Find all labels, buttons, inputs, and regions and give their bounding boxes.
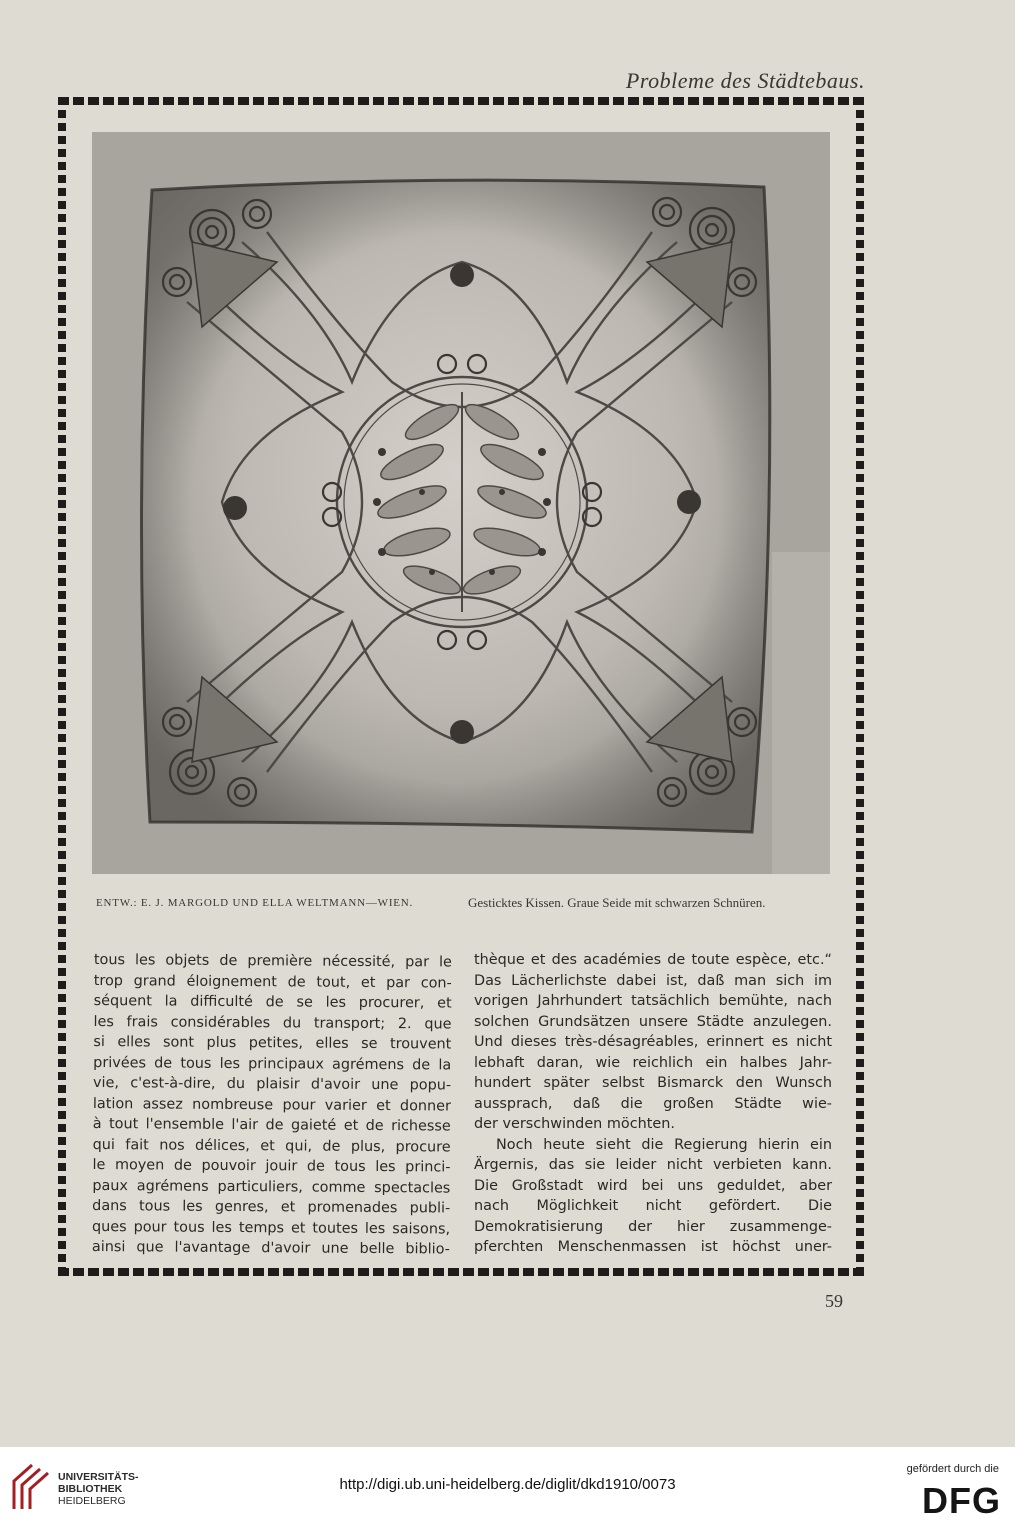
funded-by-label: gefördert durch die [906, 1463, 999, 1475]
text-line: Das Lächerlichste dabei ist, daß man sich im [474, 972, 832, 989]
ornamental-border-right [856, 97, 864, 1276]
text-line: Demokratisierung der hier zusammenge- [474, 1218, 832, 1235]
text-line: dans tous les genres, et promenades publi- [92, 1197, 451, 1217]
text-line: aussprach, daß die großen Städte wie- [474, 1095, 832, 1112]
library-name-line: BIBLIOTHEK [58, 1483, 123, 1495]
permalink-url[interactable]: http://digi.ub.uni-heidelberg.de/diglit/dkd1910/0073 [339, 1476, 676, 1493]
ornamental-border-top [58, 97, 864, 105]
text-line: le moyen de pouvoir jouir de tous les princi- [92, 1156, 451, 1176]
text-line: trop grand éloignement de tout, et par con- [93, 972, 452, 991]
text-line: ques pour tous les temps et toutes les saisons, [92, 1218, 451, 1237]
text-line: tous les objets de première nécessité, par le [93, 951, 452, 971]
text-line: solchen Grundsätzen unsere Städte anzulegen. [474, 1013, 832, 1030]
running-title: Probleme des Städtebaus. [625, 68, 865, 93]
text-line: si elles sont plus petites, elles se trouvent [93, 1033, 452, 1053]
text-line: Die Großstadt wird bei uns geduldet, aber [474, 1177, 832, 1194]
text-line: vie, c'est-à-dire, du plaisir d'avoir une popu- [93, 1074, 452, 1094]
text-line: Noch heute sieht die Regierung hierin ein [496, 1136, 832, 1153]
page-number: 59 [825, 1291, 843, 1311]
text-line: séquent la difficulté de se les procurer, et [93, 992, 452, 1012]
embroidered-cushion-photo [92, 132, 830, 874]
text-line: privées de tous les principaux agrémens de la [93, 1054, 452, 1073]
dfg-logo: DFG [922, 1480, 1001, 1521]
library-name-line: HEIDELBERG [58, 1495, 126, 1507]
text-line: thèque et des académies de toute espèce, etc.“ [474, 952, 832, 968]
library-name-line: UNIVERSITÄTS- [58, 1471, 139, 1483]
text-line: Und dieses très-désagréables, erinnert es nicht [474, 1034, 832, 1050]
text-line: les frais considérables du transport; 2. que [93, 1013, 452, 1032]
text-line: nach Möglichkeit nicht gefördert. Die [474, 1198, 832, 1214]
text-column-left [92, 950, 452, 1260]
text-line: pferchten Menschenmassen ist höchst uner- [474, 1239, 832, 1255]
text-line: qui fait nos délices, et qui, de plus, procure [92, 1136, 451, 1155]
ornamental-border-bottom [58, 1268, 864, 1276]
text-line: à tout l'ensemble l'air de gaieté et de richesse [92, 1115, 451, 1135]
text-line: Ärgernis, das sie leider nicht verbieten kann. [474, 1157, 832, 1173]
figure-caption: Gesticktes Kissen. Graue Seide mit schwarzen Schnüren. [468, 895, 766, 910]
digitization-footer [0, 1447, 1015, 1529]
text-column-right [474, 950, 832, 1258]
text-line: hundert später selbst Bismarck den Wunsch [474, 1075, 832, 1091]
ornamental-border-left [58, 97, 66, 1276]
text-line: paux agrémens particuliers, comme spectacles [92, 1177, 451, 1196]
text-line: vorigen Jahrhundert tatsächlich bemühte, nach [474, 993, 832, 1009]
text-line: lation assez nombreuse pour varier et donner [92, 1095, 451, 1114]
text-line: lebhaft daran, wie reichlich ein halbes Jahr- [474, 1054, 832, 1071]
figure-credit: ENTW.: E. J. MARGOLD UND ELLA WELTMANN—WIEN. [96, 897, 414, 909]
text-line: ainsi que l'avantage d'avoir une belle biblio- [91, 1238, 450, 1258]
text-line: der verschwinden möchten. [474, 1116, 675, 1132]
